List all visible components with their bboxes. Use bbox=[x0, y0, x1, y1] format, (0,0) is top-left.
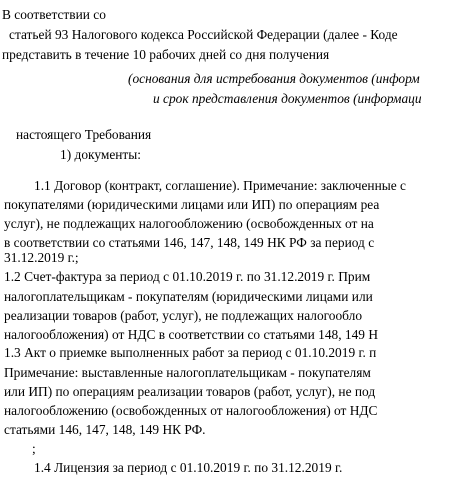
item-line: 1.1 Договор (контракт, соглашение). Примечание: заключенные с bbox=[34, 178, 406, 193]
italic-note-1: (основания для истребования документов (информ bbox=[128, 71, 420, 86]
item-line: или ИП) по операциям реализации товаров (работ, услуг), не под bbox=[4, 384, 376, 399]
intro-line-2: статьей 93 Налогового кодекса Российской Федерации (далее - Коде bbox=[9, 27, 398, 42]
item-line: в соответствии со статьями 146, 147, 148, 149 НК РФ за период с bbox=[4, 235, 375, 250]
item-line: покупателями (юридическими лицами или ИП) по операциям реа bbox=[4, 197, 380, 212]
item-line: реализации товаров (работ, услуг), не подлежащих налогообло bbox=[4, 308, 363, 323]
documents-heading: 1) документы: bbox=[60, 147, 141, 162]
item-line: 1.2 Счет-фактура за период с 01.10.2019 г. по 31.12.2019 г. Прим bbox=[4, 269, 371, 284]
item-line: услуг), не подлежащих налогообложению (освобожденных от на bbox=[4, 216, 374, 231]
item-line: Примечание: выставленные налогоплательщикам - покупателям bbox=[4, 365, 371, 380]
item-line: налогообложения) от НДС в соответствии со статьями 148, 149 Н bbox=[4, 327, 379, 342]
italic-note-2: и срок представления документов (информаци bbox=[153, 91, 422, 106]
item-line: 31.12.2019 г.; bbox=[4, 250, 79, 265]
item-line: 1.3 Акт о приемке выполненных работ за период с 01.10.2019 г. п bbox=[4, 345, 377, 360]
item-line: налогоплательщикам - покупателям (юридическими лицами или bbox=[4, 289, 373, 304]
item-line: 1.4 Лицензия за период с 01.10.2019 г. по 31.12.2019 г. bbox=[34, 460, 343, 475]
requirement-label: настоящего Требования bbox=[16, 127, 152, 142]
intro-line-1: В соответствии со bbox=[2, 7, 106, 22]
item-line: налогообложению (освобожденных от налогообложения) от НДС bbox=[4, 403, 378, 418]
item-line: статьями 146, 147, 148, 149 НК РФ. bbox=[4, 422, 206, 437]
intro-line-3: представить в течение 10 рабочих дней со дня получения bbox=[2, 47, 330, 62]
item-line: ; bbox=[32, 441, 36, 456]
